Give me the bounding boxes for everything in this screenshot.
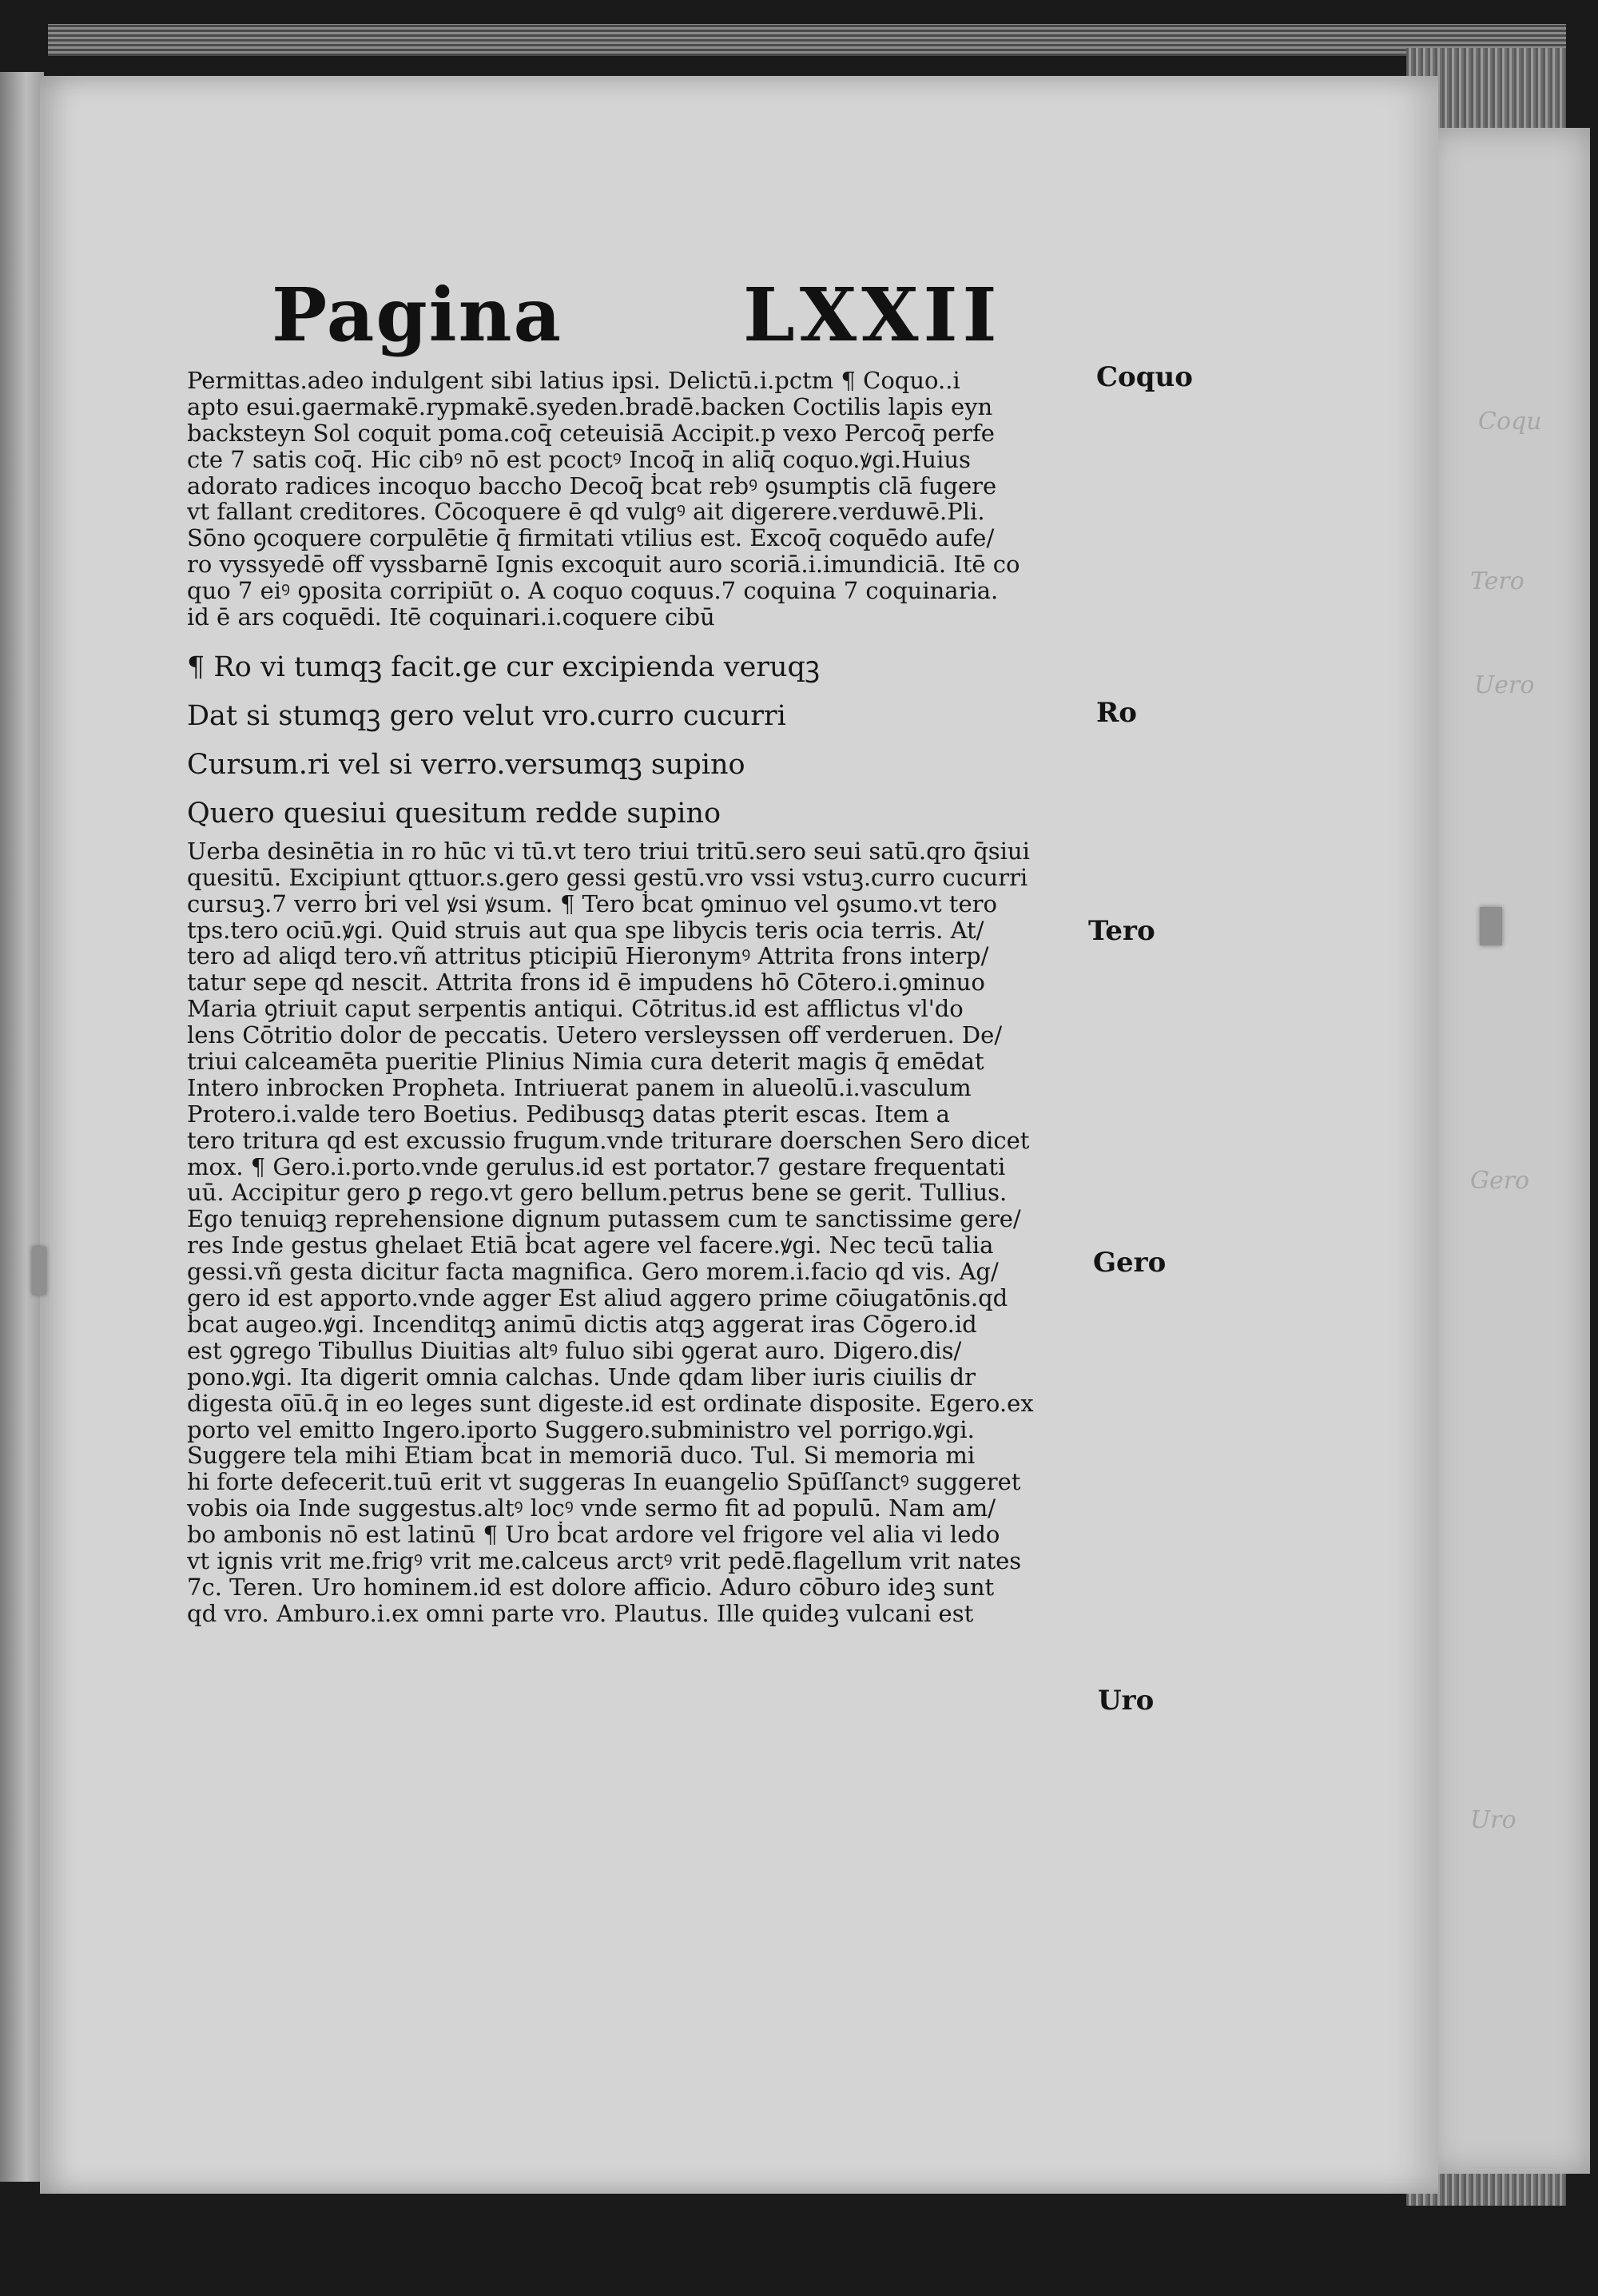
text-line: vt fallant creditores. Cōcoquere ē qd vulgꝰ ait digerere.verduwē.Pli.: [187, 499, 985, 526]
text-line: gessi.vñ gesta dicitur facta magnifica. Gero morem.i.facio qd vis. Ag/: [187, 1259, 999, 1286]
text-line: Uerba desinētia in ro hūc vi tū.vt tero triui tritū.sero seui satū.qro q̄siui: [187, 838, 1030, 865]
margin-note-gero: Gero: [1093, 1247, 1167, 1279]
text-line: vt ignis vrit me.frigꝰ vrit me.calceus arctꝰ vrit pedē.flagellum vrit nates: [187, 1547, 1022, 1574]
paragraph-coquo: [187, 368, 1090, 631]
text-line: bo ambonis nō est latinū ¶ Uro ḃcat ardore vel frigore vel alia vi ledo: [187, 1522, 1000, 1548]
text-line: Protero.i.valde tero Boetius. Pedibusqꝫ datas ꝑterit escas. Item a: [187, 1100, 950, 1128]
ghost-word: Gero: [1470, 1167, 1530, 1195]
text-line: apto esui.gaermakē.rypmakē.syeden.bradē.backen Coctilis lapis eyn: [187, 393, 993, 420]
ghost-word: Tero: [1470, 567, 1524, 595]
text-line: hi forte defecerit.tuū erit vt suggeras In euangelio Spūſſanctꝰ suggeret: [187, 1469, 1021, 1496]
text-line: id ē ars coquēdi. Itē coquinari.i.coquere cibū: [187, 604, 715, 631]
text-line: cte 7 satis coq̄. Hic cibꝰ nō est pcoctꝰ Incoq̄ in aliq̄ coquo.ꝟgi.Huius: [187, 446, 971, 473]
text-line: digesta oīū.q̄ in eo leges sunt digeste.id est ordinate disposite. Egero.ex: [187, 1390, 1034, 1417]
margin-note-uro: Uro: [1098, 1685, 1155, 1717]
margin-note-tero: Tero: [1088, 915, 1155, 947]
text-line: tero tritura qd est excussio frugum.vnde triturare doerschen Sero dicet: [187, 1127, 1030, 1154]
margin-note-ro: Ro: [1096, 697, 1137, 729]
text-line: lens Cōtritio dolor de peccatis. Uetero versleyssen off verderuen. De/: [187, 1022, 1003, 1049]
text-line: tatur sepe qd nescit. Attrita frons id ē impudens hō Cōtero.i.ꝯminuo: [187, 969, 985, 997]
ghost-word: Uero: [1474, 671, 1535, 699]
page-clip: [1480, 907, 1502, 945]
verse-block: [187, 643, 1090, 838]
text-line: Maria ꝯtriuit caput serpentis antiqui. Cōtritus.id est afflictus vl'do: [187, 996, 964, 1023]
text-line: 7c. Teren. Uro hominem.id est dolore afficio. Aduro cōburo ideꝫ sunt: [187, 1574, 995, 1601]
text-line: est ꝯgrego Tibullus Diuitias altꝰ fuluo sibi ꝯgerat auro. Digero.dis/: [187, 1337, 962, 1364]
text-line: backsteyn Sol coquit poma.coq̄ ceteuisiā Accipit.p vexo Percoq̄ perfe: [187, 420, 995, 447]
text-line: cursuꝫ.7 verro ḃri vel ꝟsi ꝟsum. ¶ Tero ḃcat ꝯminuo vel ꝯsumo.vt tero: [187, 890, 997, 917]
ghost-word: Coqu: [1478, 408, 1542, 436]
text-line: Permittas.adeo indulgent sibi latius ipsi. Delictū.i.pctm ¶ Coquo..i: [187, 368, 960, 394]
text-line: qd vro. Amburo.i.ex omni parte vro. Plautus. Ille quideꝫ vulcani est: [187, 1600, 974, 1627]
folio-numeral: LXXII: [743, 272, 1002, 358]
text-line: vobis oia Inde suggestus.altꝰ locꝰ vnde sermo fit ad populū. Nam am/: [187, 1495, 996, 1522]
page-header-word: Pagina: [272, 272, 563, 358]
text-line: adorato radices incoquo baccho Decoq̄ ḃcat rebꝰ ꝯsumptis clā fugere: [187, 472, 997, 499]
text-line: porto vel emitto Ingero.iporto Suggero.subministro vel porrigo.ꝟgi.: [187, 1416, 975, 1443]
margin-note-coquo: Coquo: [1096, 361, 1193, 393]
left-page-clip: [32, 1247, 46, 1295]
verse-line: Dat si stumqꝫ gero velut vro.curro cucurri: [187, 699, 786, 732]
book-top-edge: [48, 24, 1566, 56]
text-line: uū. Accipitur gero ꝑ rego.vt gero bellum.petrus bene se gerit. Tullius.: [187, 1180, 1008, 1207]
verse-line: ¶ Ro vi tumqꝫ facit.ge cur excipienda veruqꝫ: [187, 651, 820, 683]
text-line: gero id est apporto.vnde agger Est aliud aggero prime cōiugatōnis.qd: [187, 1285, 1008, 1311]
text-line: triui calceamēta pueritie Plinius Nimia cura deterit magis q̄ emēdat: [187, 1049, 984, 1075]
text-line: quo 7 eiꝰ ꝯposita corripiūt o. A coquo coquus.7 coquina 7 coquinaria.: [187, 578, 999, 605]
text-line: ḃcat augeo.ꝟgi. Incenditqꝫ animū dictis atqꝫ aggerat iras Cōgero.id: [187, 1311, 977, 1338]
text-line: Sōno ꝯcoquere corpulētie q̄ firmitati vtilius est. Excoq̄ coquēdo aufe/: [187, 525, 995, 552]
spacer: [187, 631, 1090, 643]
verse-line: Quero quesiui quesitum redde supino: [187, 797, 721, 830]
text-column: [187, 368, 1090, 1627]
text-line: quesitū. Excipiunt qttuor.s.gero gessi gestū.vro vssi vstuꝫ.curro cucurri: [187, 864, 1028, 891]
ghost-word: Uro: [1470, 1806, 1517, 1834]
verse-line: Cursum.ri vel si verro.versumqꝫ supino: [187, 748, 745, 781]
text-line: tero ad aliqd tero.vñ attritus pticipiū Hieronymꝰ Attrita frons interp/: [187, 943, 989, 970]
next-leaf-bleedthrough: [1430, 128, 1590, 2174]
text-line: Ego tenuiqꝫ reprehensione dignum putassem cum te sanctissime gere/: [187, 1206, 1021, 1233]
text-line: Suggere tela mihi Etiam ḃcat in memoriā duco. Tul. Si memoria mi: [187, 1442, 976, 1470]
page-header: [272, 272, 1071, 360]
text-line: tps.tero ociū.ꝟgi. Quid struis aut qua spe libycis teris ocia terris. At/: [187, 917, 984, 944]
paragraph-commentary: [187, 838, 1090, 1627]
text-line: pono.ꝟgi. Ita digerit omnia calchas. Unde qdam liber iuris ciuilis dr: [187, 1363, 976, 1391]
text-line: Intero inbrocken Propheta. Intriuerat panem in alueolū.i.vasculum: [187, 1074, 972, 1101]
text-line: mox. ¶ Gero.i.porto.vnde gerulus.id est portator.7 gestare frequentati: [187, 1153, 1006, 1180]
left-page-edge: [0, 72, 44, 2182]
text-line: ro vyssyedē off vyssbarnē Ignis excoquit auro scoriā.i.imundiciā. Itē co: [187, 551, 1020, 579]
text-line: res Inde gestus ghelaet Etiā ḃcat agere vel facere.ꝟgi. Nec tecū talia: [187, 1232, 994, 1259]
